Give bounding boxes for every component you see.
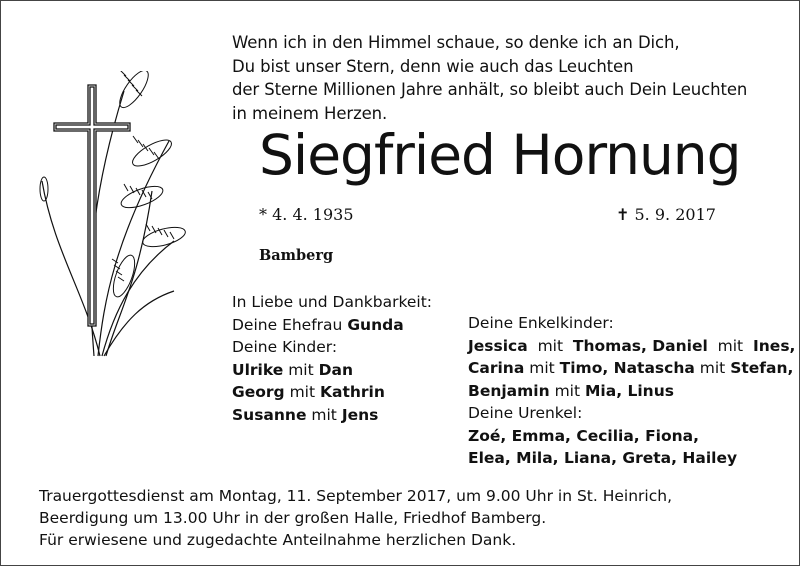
great-grandchildren-line [468, 425, 795, 448]
child-name: Georg [232, 383, 285, 401]
child-line [232, 381, 432, 404]
memorial-poem [232, 31, 772, 125]
death-date-value: 5. 9. 2017 [634, 205, 716, 224]
poem-line: Du bist unser Stern, denn wie auch das Leuchten [232, 56, 634, 76]
partner-names: Mia, Linus [585, 381, 674, 400]
deceased-name: Siegfried Hornung [259, 123, 741, 187]
place-of-residence: Bamberg [259, 247, 334, 264]
grandchild-name: Jessica [468, 336, 528, 355]
partner-name: Kathrin [319, 383, 385, 401]
great-grandchildren-label: Deine Urenkel: [468, 404, 583, 422]
joiner: mit [289, 383, 316, 401]
joiner: mit [554, 381, 581, 400]
child-name: Susanne [232, 405, 307, 424]
grandchildren-line [468, 357, 795, 380]
joiner: mit [288, 360, 314, 379]
grandchildren-line [468, 380, 795, 403]
footer-line: Trauergottesdienst am Montag, 11. September 2017, um 9.00 Uhr in St. Heinrich, [39, 487, 673, 505]
poem-line: in meinem Herzen. [232, 103, 388, 123]
joiner: mit [311, 405, 337, 424]
joiner: mit [699, 359, 726, 377]
wife-label: Deine Ehefrau [232, 315, 343, 334]
grandchild-name: Benjamin [468, 381, 550, 400]
great-grandchildren-names: Elea, Mila, Liana, Greta, Hailey [468, 449, 738, 467]
child-line [232, 359, 432, 382]
wife-line [232, 314, 432, 337]
joiner: mit [717, 336, 744, 355]
wife-name: Gunda [347, 315, 404, 334]
death-cross-icon: ✝ [616, 205, 630, 224]
grandchild-name: Carina [468, 359, 525, 377]
partner-names: Timo, Natascha [559, 359, 695, 377]
intro-line: In Liebe und Dankbarkeit: [232, 293, 433, 311]
great-grandchildren-names: Zoé, Emma, Cecilia, Fiona, [468, 426, 700, 445]
footer-line: Für erwiesene und zugedachte Anteilnahme herzlichen Dank. [39, 531, 517, 549]
death-date [616, 205, 716, 224]
joiner: mit [537, 336, 564, 355]
grandchildren-label: Deine Enkelkinder: [468, 314, 614, 332]
partner-name: Stefan, [730, 359, 794, 377]
family-left-column [232, 291, 432, 426]
service-details [39, 485, 672, 551]
footer-line: Beerdigung um 13.00 Uhr in der großen Halle, Friedhof Bamberg. [39, 509, 547, 527]
partner-name: Ines, [753, 336, 796, 355]
birth-date: * 4. 4. 1935 [259, 205, 354, 224]
cross-with-wheat-icon [34, 71, 204, 361]
partner-name: Jens [341, 405, 379, 424]
partner-names: Thomas, Daniel [572, 336, 708, 355]
joiner: mit [529, 359, 555, 377]
child-name: Ulrike [232, 360, 284, 379]
poem-line: Wenn ich in den Himmel schaue, so denke ich an Dich, [232, 33, 680, 52]
partner-name: Dan [318, 360, 353, 379]
child-line [232, 404, 432, 427]
grandchildren-line [468, 335, 795, 358]
family-right-column [468, 312, 795, 470]
poem-line: der Sterne Millionen Jahre anhält, so bleibt auch Dein Leuchten [232, 80, 748, 99]
great-grandchildren-line [468, 447, 795, 470]
children-label: Deine Kinder: [232, 338, 338, 356]
